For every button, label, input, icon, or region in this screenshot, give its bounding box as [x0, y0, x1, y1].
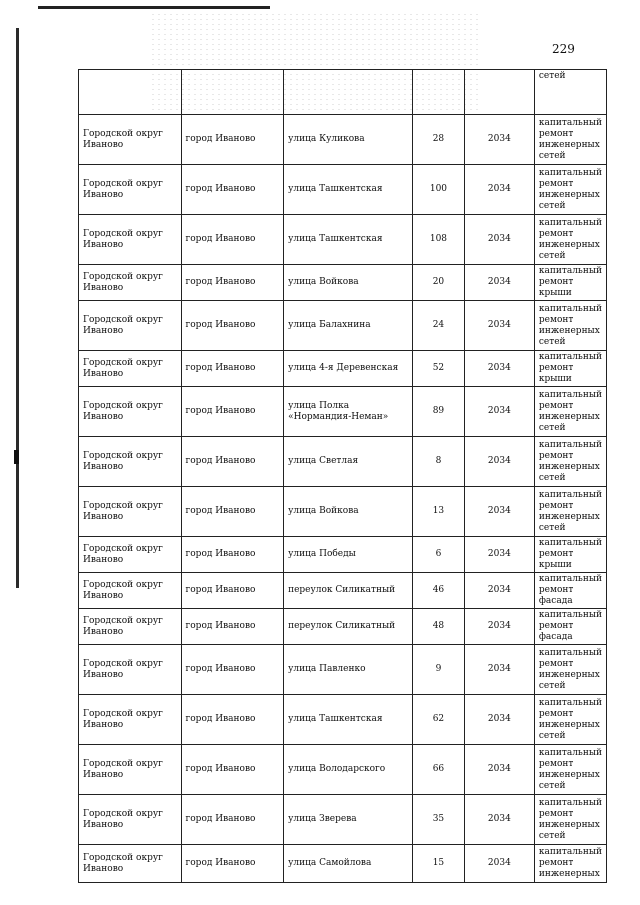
table-row: [79, 165, 607, 215]
city-cell: город Иваново: [181, 745, 284, 795]
street-cell: улица Самойлова: [284, 845, 413, 883]
district-cell: Городской округ Иваново: [79, 437, 182, 487]
street-cell: улица Войкова: [284, 265, 413, 301]
city-cell: город Иваново: [181, 573, 284, 609]
district-cell: Городской округ Иваново: [79, 265, 182, 301]
district-cell: Городской округ Иваново: [79, 745, 182, 795]
work-type-cell: капитальный ремонт инженерных сетей: [534, 301, 606, 351]
street-cell: улица Победы: [284, 537, 413, 573]
year-cell: 2034: [464, 573, 534, 609]
house-number-cell: 66: [413, 745, 465, 795]
city-cell: город Иваново: [181, 795, 284, 845]
city-cell: город Иваново: [181, 265, 284, 301]
continuation-row: [79, 70, 607, 115]
table-row: [79, 573, 607, 609]
year-cell: 2034: [464, 351, 534, 387]
housing-repair-table: [78, 69, 607, 883]
table-row: [79, 487, 607, 537]
house-number-cell: 108: [413, 215, 465, 265]
year-cell: 2034: [464, 795, 534, 845]
street-cell: переулок Силикатный: [284, 609, 413, 645]
street-cell: улица Балахнина: [284, 301, 413, 351]
work-type-cell: капитальный ремонт инженерных сетей: [534, 695, 606, 745]
work-type-cell: капитальный ремонт фасада: [534, 609, 606, 645]
table-row: [79, 301, 607, 351]
district-cell: Городской округ Иваново: [79, 487, 182, 537]
district-cell: Городской округ Иваново: [79, 301, 182, 351]
city-cell: город Иваново: [181, 115, 284, 165]
district-cell: Городской округ Иваново: [79, 645, 182, 695]
work-type-cell: капитальный ремонт инженерных: [534, 845, 606, 883]
work-type-cell: капитальный ремонт инженерных сетей: [534, 387, 606, 437]
street-cell: улица Светлая: [284, 437, 413, 487]
year-cell: 2034: [464, 115, 534, 165]
house-number-cell: 20: [413, 265, 465, 301]
house-number-cell: 89: [413, 387, 465, 437]
work-type-cell: капитальный ремонт инженерных сетей: [534, 487, 606, 537]
street-cell: улица Володарского: [284, 745, 413, 795]
work-type-cell: капитальный ремонт крыши: [534, 537, 606, 573]
year-cell: 2034: [464, 301, 534, 351]
street-cell: улица 4-я Деревенская: [284, 351, 413, 387]
house-number-cell: 62: [413, 695, 465, 745]
year-cell: 2034: [464, 437, 534, 487]
table-row: [79, 695, 607, 745]
house-number-cell: 28: [413, 115, 465, 165]
year-cell: 2034: [464, 609, 534, 645]
table-row: [79, 609, 607, 645]
street-cell: улица Куликова: [284, 115, 413, 165]
house-number-cell: 8: [413, 437, 465, 487]
district-cell: Городской округ Иваново: [79, 387, 182, 437]
table-row: [79, 845, 607, 883]
city-cell: город Иваново: [181, 487, 284, 537]
street-cell: улица Ташкентская: [284, 695, 413, 745]
district-cell: Городской округ Иваново: [79, 115, 182, 165]
continuation-work: сетей: [534, 70, 606, 115]
district-cell: Городской округ Иваново: [79, 573, 182, 609]
table-row: [79, 437, 607, 487]
city-cell: город Иваново: [181, 609, 284, 645]
city-cell: город Иваново: [181, 387, 284, 437]
city-cell: город Иваново: [181, 301, 284, 351]
year-cell: 2034: [464, 537, 534, 573]
year-cell: 2034: [464, 695, 534, 745]
street-cell: улица Ташкентская: [284, 165, 413, 215]
district-cell: Городской округ Иваново: [79, 609, 182, 645]
work-type-cell: капитальный ремонт крыши: [534, 265, 606, 301]
work-type-cell: капитальный ремонт инженерных сетей: [534, 745, 606, 795]
work-type-cell: капитальный ремонт инженерных сетей: [534, 115, 606, 165]
city-cell: город Иваново: [181, 165, 284, 215]
table-row: [79, 537, 607, 573]
table-row: [79, 745, 607, 795]
work-type-cell: капитальный ремонт крыши: [534, 351, 606, 387]
district-cell: Городской округ Иваново: [79, 795, 182, 845]
year-cell: 2034: [464, 745, 534, 795]
street-cell: улица Ташкентская: [284, 215, 413, 265]
work-type-cell: капитальный ремонт фасада: [534, 573, 606, 609]
city-cell: город Иваново: [181, 437, 284, 487]
district-cell: Городской округ Иваново: [79, 165, 182, 215]
house-number-cell: 13: [413, 487, 465, 537]
table-row: [79, 387, 607, 437]
scan-artifact-mark: [14, 450, 19, 464]
street-cell: улица Полка «Нормандия-Неман»: [284, 387, 413, 437]
house-number-cell: 52: [413, 351, 465, 387]
year-cell: 2034: [464, 645, 534, 695]
table-row: [79, 795, 607, 845]
city-cell: город Иваново: [181, 351, 284, 387]
table-row: [79, 645, 607, 695]
table-row: [79, 351, 607, 387]
city-cell: город Иваново: [181, 695, 284, 745]
year-cell: 2034: [464, 387, 534, 437]
year-cell: 2034: [464, 165, 534, 215]
table-row: [79, 115, 607, 165]
house-number-cell: 46: [413, 573, 465, 609]
district-cell: Городской округ Иваново: [79, 351, 182, 387]
house-number-cell: 48: [413, 609, 465, 645]
work-type-cell: капитальный ремонт инженерных сетей: [534, 215, 606, 265]
city-cell: город Иваново: [181, 645, 284, 695]
year-cell: 2034: [464, 845, 534, 883]
work-type-cell: капитальный ремонт инженерных сетей: [534, 795, 606, 845]
work-type-cell: капитальный ремонт инженерных сетей: [534, 645, 606, 695]
house-number-cell: 24: [413, 301, 465, 351]
page-number: 229: [552, 42, 575, 56]
house-number-cell: 9: [413, 645, 465, 695]
year-cell: 2034: [464, 487, 534, 537]
scan-artifact-top: [38, 6, 270, 9]
city-cell: город Иваново: [181, 845, 284, 883]
house-number-cell: 35: [413, 795, 465, 845]
district-cell: Городской округ Иваново: [79, 695, 182, 745]
street-cell: улица Войкова: [284, 487, 413, 537]
work-type-cell: капитальный ремонт инженерных сетей: [534, 165, 606, 215]
house-number-cell: 6: [413, 537, 465, 573]
district-cell: Городской округ Иваново: [79, 537, 182, 573]
year-cell: 2034: [464, 215, 534, 265]
work-type-cell: капитальный ремонт инженерных сетей: [534, 437, 606, 487]
year-cell: 2034: [464, 265, 534, 301]
district-cell: Городской округ Иваново: [79, 215, 182, 265]
house-number-cell: 15: [413, 845, 465, 883]
scan-artifact-left: [16, 28, 19, 588]
city-cell: город Иваново: [181, 215, 284, 265]
table-row: [79, 215, 607, 265]
street-cell: улица Павленко: [284, 645, 413, 695]
street-cell: улица Зверева: [284, 795, 413, 845]
house-number-cell: 100: [413, 165, 465, 215]
street-cell: переулок Силикатный: [284, 573, 413, 609]
city-cell: город Иваново: [181, 537, 284, 573]
table-row: [79, 265, 607, 301]
district-cell: Городской округ Иваново: [79, 845, 182, 883]
